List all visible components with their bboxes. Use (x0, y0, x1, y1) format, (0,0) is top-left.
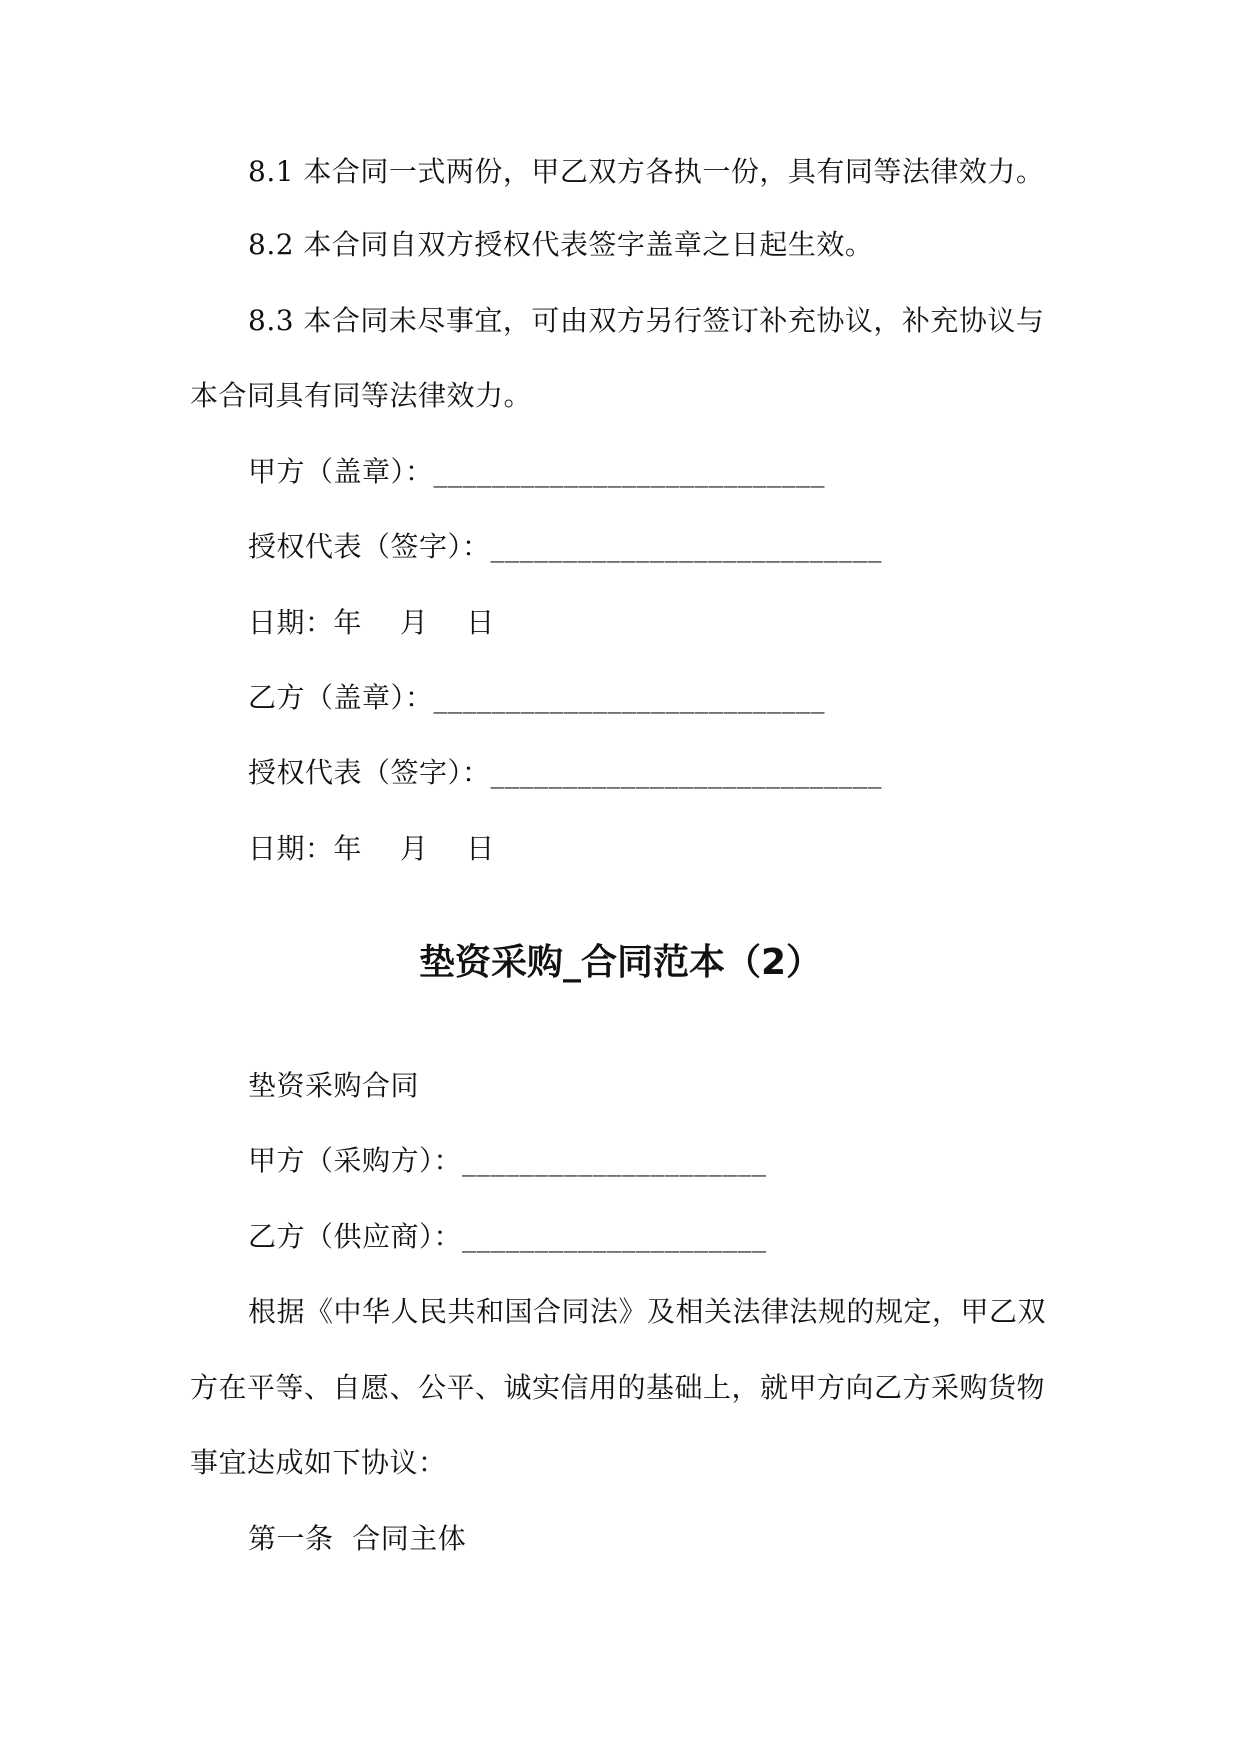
preamble-line-2: 方在平等、自愿、公平、诚实信用的基础上，就甲方向乙方采购货物 (190, 1371, 1046, 1404)
supplier-party-line: 乙方（供应商）：_____________________ (248, 1220, 767, 1253)
party-b-date-line: 日期：年 月 日 (248, 832, 495, 865)
party-a-representative-line: 授权代表（签字）：___________________________ (248, 530, 883, 563)
preamble-line-3: 事宜达成如下协议： (190, 1446, 447, 1479)
contract-name: 垫资采购合同 (248, 1069, 420, 1102)
buyer-party-line: 甲方（采购方）：_____________________ (248, 1144, 767, 1177)
clause-8-3-continued: 本合同具有同等法律效力。 (190, 379, 533, 412)
article-1-heading: 第一条 合同主体 (248, 1522, 467, 1555)
party-b-seal-line: 乙方（盖章）：___________________________ (248, 681, 826, 714)
section-title: 垫资采购_合同范本（2） (418, 942, 823, 983)
clause-8-1: 8.1 本合同一式两份，甲乙双方各执一份，具有同等法律效力。 (248, 155, 1045, 188)
preamble-line-1: 根据《中华人民共和国合同法》及相关法律法规的规定，甲乙双 (248, 1295, 1047, 1328)
party-a-date-line: 日期：年 月 日 (248, 606, 495, 639)
party-a-seal-line: 甲方（盖章）：___________________________ (248, 455, 826, 488)
party-b-representative-line: 授权代表（签字）：___________________________ (248, 756, 883, 789)
clause-8-3: 8.3 本合同未尽事宜，可由双方另行签订补充协议，补充协议与 (248, 304, 1045, 337)
clause-8-2: 8.2 本合同自双方授权代表签字盖章之日起生效。 (248, 228, 874, 261)
